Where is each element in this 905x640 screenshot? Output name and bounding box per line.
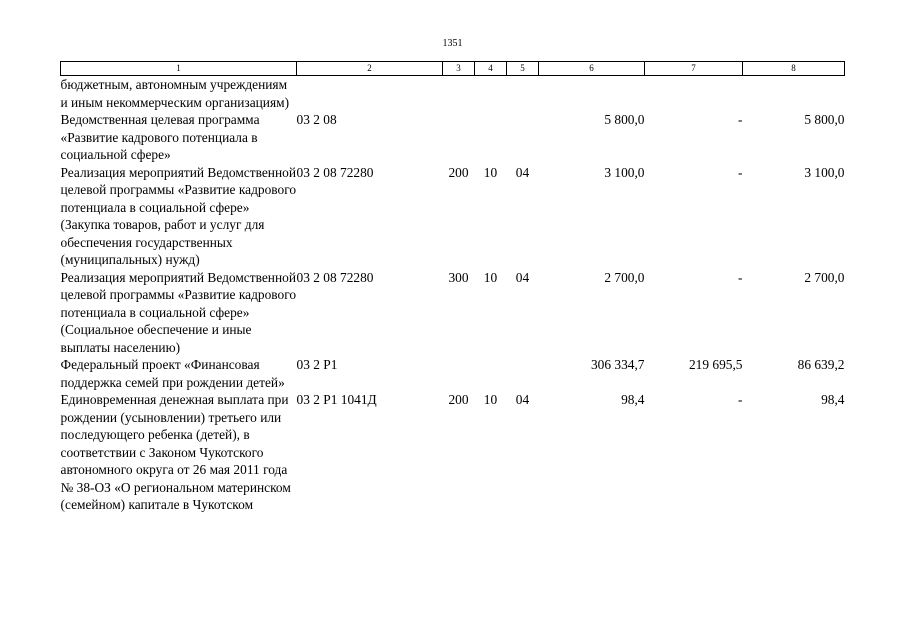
regional-amount-cell: 86 639,2 (797, 357, 845, 372)
federal-amount-cell: - (738, 164, 743, 180)
regional-amount-cell: 2 700,0 (804, 269, 845, 285)
column-number: 7 (645, 62, 743, 76)
table-row (61, 391, 845, 514)
row-name-cell: Единовременная денежная выплата при рождении (усыновлении) третьего или последующего ребенка (детей), в соответствии с Законом Чукотского автономного округа от 26 мая 2011 года № 38-ОЗ «О региональном материнском (семейном) капитале в Чукотском (60, 392, 291, 512)
expense-type-cell: 300 (448, 269, 469, 285)
total-amount-cell: 3 100,0 (604, 164, 645, 180)
subsection-cell: 04 (515, 269, 530, 285)
section-cell (475, 356, 507, 391)
target-code-cell (297, 76, 443, 112)
subsection-cell: 04 (515, 164, 530, 180)
target-code-cell: 03 2 08 (296, 112, 337, 127)
total-amount-cell (539, 76, 645, 112)
section-cell (475, 76, 507, 112)
page-number: 1351 (442, 38, 463, 49)
column-number: 8 (743, 62, 845, 76)
table-row (61, 269, 845, 357)
expense-type-cell: 200 (448, 392, 469, 407)
column-number: 2 (297, 62, 443, 76)
row-name-cell: Реализация мероприятий Ведомственной целевой программы «Развитие кадрового потенциала в социальной сфере» (Социальное обеспечение и иные выплаты населению) (60, 269, 297, 355)
total-amount-cell: 2 700,0 (604, 269, 645, 285)
federal-amount-cell (645, 76, 743, 112)
table-row (61, 76, 845, 112)
row-name-cell: Федеральный проект «Финансовая поддержка семей при рождении детей» (60, 357, 285, 390)
table-row (61, 164, 845, 269)
column-number: 6 (539, 62, 645, 76)
total-amount-cell: 98,4 (621, 392, 645, 407)
column-number: 5 (507, 62, 539, 76)
expense-type-cell (443, 356, 475, 391)
row-name-cell: Реализация мероприятий Ведомственной целевой программы «Развитие кадрового потенциала в социальной сфере» (Закупка товаров, работ и услуг для обеспечения государственных (муниципальных) нужд) (60, 164, 297, 267)
section-cell: 10 (483, 392, 498, 407)
federal-amount-cell: - (738, 112, 743, 127)
table-row (61, 111, 845, 164)
federal-amount-cell: - (738, 269, 743, 285)
regional-amount-cell: 3 100,0 (804, 164, 845, 180)
row-name-cell: бюджетным, автономным учреждениям и иным некоммерческим организациям) (60, 77, 290, 110)
row-name-cell: Ведомственная целевая программа «Развитие кадрового потенциала в социальной сфере» (60, 112, 260, 162)
target-code-cell: 03 2 P1 1041Д (296, 392, 377, 407)
table-row (61, 356, 845, 391)
federal-amount-cell: - (738, 392, 743, 407)
total-amount-cell: 5 800,0 (604, 112, 645, 127)
section-cell: 10 (483, 164, 498, 180)
section-cell: 10 (483, 269, 498, 285)
column-number: 4 (475, 62, 507, 76)
column-number-row (61, 62, 845, 76)
expense-type-cell (443, 76, 475, 112)
target-code-cell: 03 2 08 72280 (296, 269, 374, 285)
target-code-cell: 03 2 08 72280 (296, 164, 374, 180)
column-number: 1 (61, 62, 297, 76)
budget-table (60, 61, 845, 514)
expense-type-cell (443, 111, 475, 164)
target-code-cell: 03 2 P1 (296, 357, 338, 372)
expense-type-cell: 200 (448, 164, 469, 180)
federal-amount-cell: 219 695,5 (688, 357, 743, 372)
regional-amount-cell (743, 76, 845, 112)
regional-amount-cell: 98,4 (821, 392, 845, 407)
subsection-cell (507, 111, 539, 164)
regional-amount-cell: 5 800,0 (804, 112, 845, 127)
subsection-cell (507, 356, 539, 391)
subsection-cell: 04 (515, 392, 530, 407)
column-number: 3 (443, 62, 475, 76)
table-body (61, 76, 845, 514)
total-amount-cell: 306 334,7 (590, 357, 645, 372)
section-cell (475, 111, 507, 164)
subsection-cell (507, 76, 539, 112)
